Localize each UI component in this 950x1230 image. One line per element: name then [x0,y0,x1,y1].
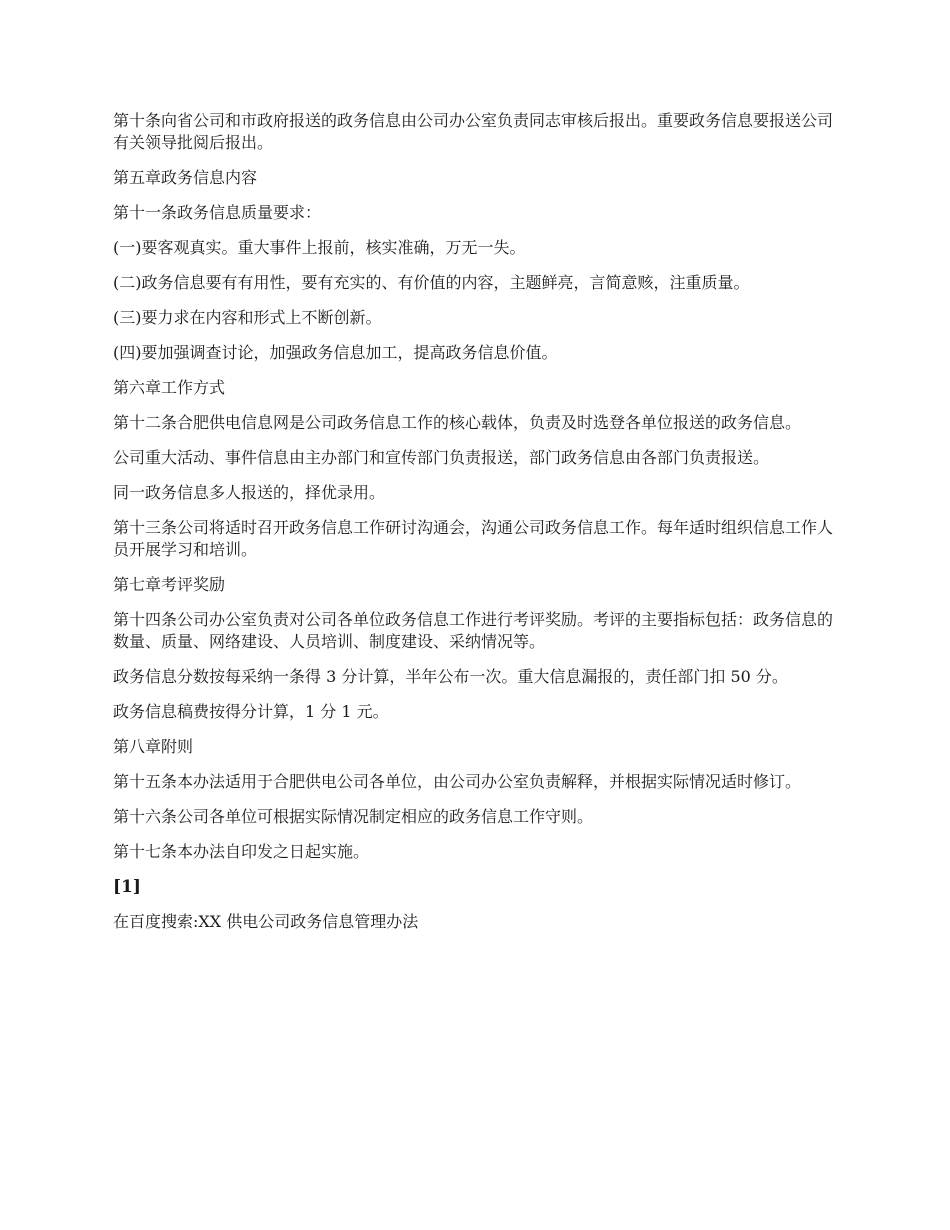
paragraph-article-12: 第十二条合肥供电信息网是公司政务信息工作的核心载体，负责及时选登各单位报送的政务信息。 [113,413,802,432]
reference-marker: [1] [113,877,141,897]
paragraph-article-16: 第十六条公司各单位可根据实际情况制定相应的政务信息工作守则。 [113,807,594,826]
paragraph-major-events: 公司重大活动、事件信息由主办部门和宣传部门负责报送，部门政务信息由各部门负责报送。 [113,448,770,467]
chapter-8-heading: 第八章附则 [113,737,194,756]
paragraph-article-17: 第十七条本办法自印发之日起实施。 [113,842,370,861]
list-item-4: (四)要加强调查讨论，加强政务信息加工，提高政务信息价值。 [113,343,558,362]
list-item-3: (三)要力求在内容和形式上不断创新。 [113,308,382,327]
chapter-5-heading: 第五章政务信息内容 [113,168,258,187]
search-line: 在百度搜索:XX 供电公司政务信息管理办法 [113,912,419,931]
chapter-7-heading: 第七章考评奖励 [113,575,226,594]
paragraph-fees: 政务信息稿费按得分计算，1 分 1 元。 [113,702,389,721]
paragraph-article-13: 第十三条公司将适时召开政务信息工作研讨沟通会，沟通公司政务信息工作。每年适时组织信息工作人员开展学习和培训。 [113,518,834,559]
paragraph-article-14: 第十四条公司办公室负责对公司各单位政务信息工作进行考评奖励。考评的主要指标包括：政务信息的数量、质量、网络建设、人员培训、制度建设、采纳情况等。 [113,610,834,651]
paragraph-article-15: 第十五条本办法适用于合肥供电公司各单位，由公司办公室负责解释，并根据实际情况适时修订。 [113,772,802,791]
paragraph-article-10: 第十条向省公司和市政府报送的政务信息由公司办公室负责同志审核后报出。重要政务信息要报送公司有关领导批阅后报出。 [113,111,834,152]
paragraph-article-11: 第十一条政务信息质量要求： [113,203,322,222]
list-item-2: (二)政务信息要有有用性，要有充实的、有价值的内容，主题鲜亮，言简意赅，注重质量。 [113,273,750,292]
paragraph-duplicate-reports: 同一政务信息多人报送的，择优录用。 [113,483,386,502]
document-body [113,110,843,946]
list-item-1: (一)要客观真实。重大事件上报前，核实准确，万无一失。 [113,238,526,257]
paragraph-scoring: 政务信息分数按每采纳一条得 3 分计算，半年公布一次。重大信息漏报的，责任部门扣 50 分。 [113,667,788,686]
chapter-6-heading: 第六章工作方式 [113,378,226,397]
